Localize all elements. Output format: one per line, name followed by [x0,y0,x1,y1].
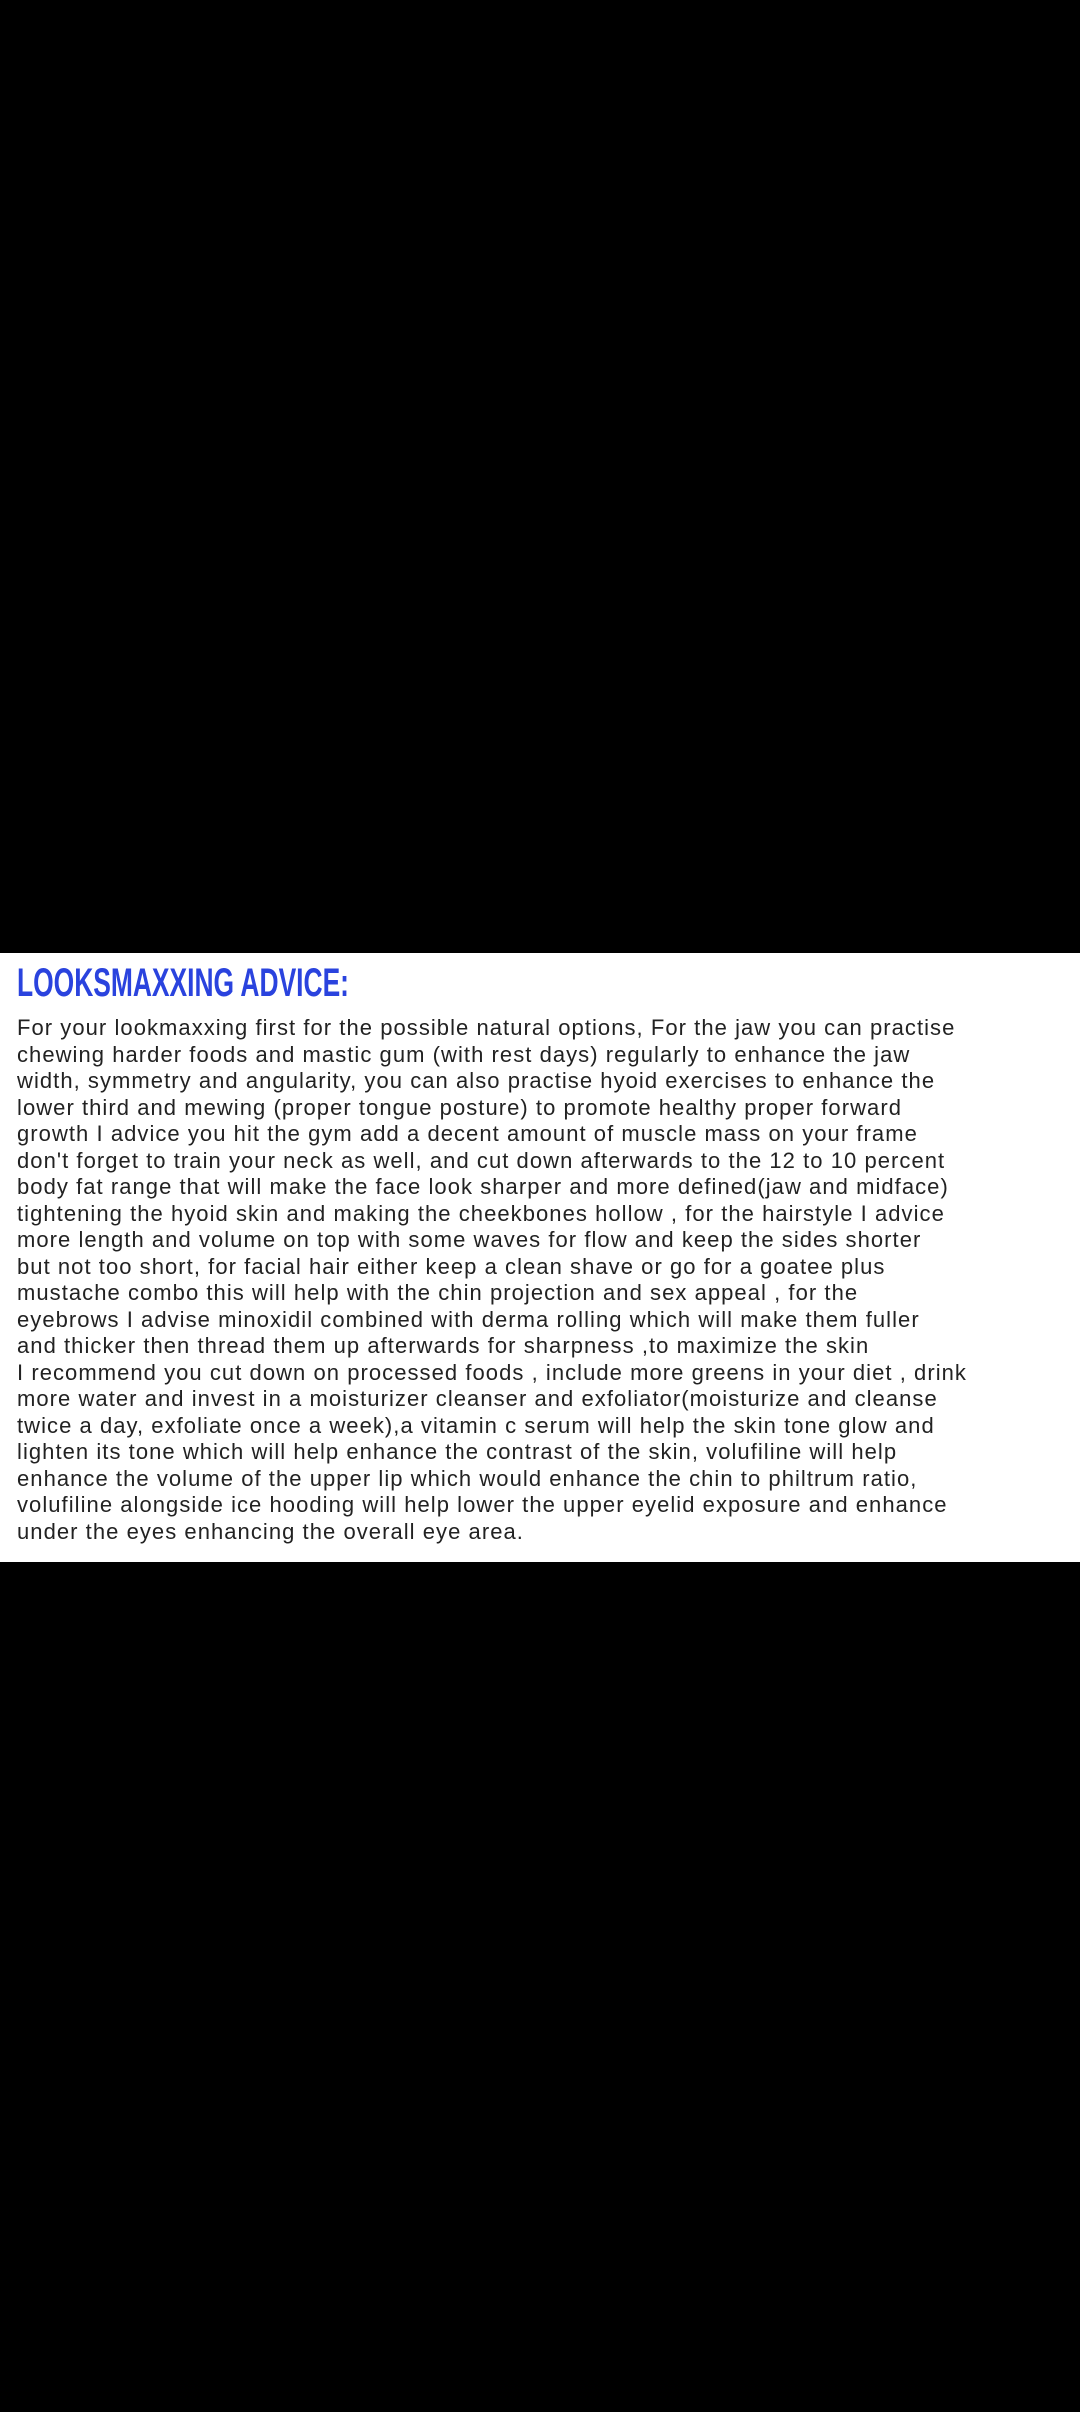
advice-line: body fat range that will make the face look sharper and more defined(jaw and midface) [17,1174,949,1199]
advice-line: mustache combo this will help with the chin projection and sex appeal , for the [17,1280,859,1305]
advice-line: lighten its tone which will help enhance the contrast of the skin, volufiline will help [17,1439,898,1464]
advice-line: lower third and mewing (proper tongue posture) to promote healthy proper forward [17,1094,902,1120]
advice-line: but not too short, for facial hair either keep a clean shave or go for a goatee plus [17,1253,886,1279]
advice-heading: LOOKSMAXXING ADVICE: [17,961,349,1005]
advice-line: more length and volume on top with some waves for flow and keep the sides shorter [17,1227,922,1252]
advice-line: don't forget to train your neck as well, and cut down afterwards to the 12 to 10 percent [17,1147,946,1173]
advice-line: and thicker then thread them up afterwards for sharpness ,to maximize the skin [17,1333,870,1358]
advice-line: under the eyes enhancing the overall eye area. [17,1518,524,1544]
advice-body [17,1015,967,1545]
advice-line: width, symmetry and angularity, you can also practise hyoid exercises to enhance the [17,1068,936,1093]
advice-line: For your lookmaxxing first for the possible natural options, For the jaw you can practise [17,1015,956,1040]
advice-line: volufiline alongside ice hooding will help lower the upper eyelid exposure and enhance [17,1492,948,1517]
advice-line: growth I advice you hit the gym add a decent amount of muscle mass on your frame [17,1121,918,1146]
advice-panel [0,953,1080,1562]
advice-line: more water and invest in a moisturizer cleanser and exfoliator(moisturize and cleanse [17,1386,938,1411]
advice-line: twice a day, exfoliate once a week),a vitamin c serum will help the skin tone glow and [17,1412,935,1438]
advice-line: tightening the hyoid skin and making the cheekbones hollow , for the hairstyle I advice [17,1200,945,1226]
advice-line: chewing harder foods and mastic gum (with rest days) regularly to enhance the jaw [17,1041,911,1067]
advice-line: I recommend you cut down on processed foods , include more greens in your diet , drink [17,1359,967,1385]
advice-line: eyebrows I advise minoxidil combined with derma rolling which will make them fuller [17,1306,920,1332]
advice-line: enhance the volume of the upper lip which would enhance the chin to philtrum ratio, [17,1465,918,1491]
